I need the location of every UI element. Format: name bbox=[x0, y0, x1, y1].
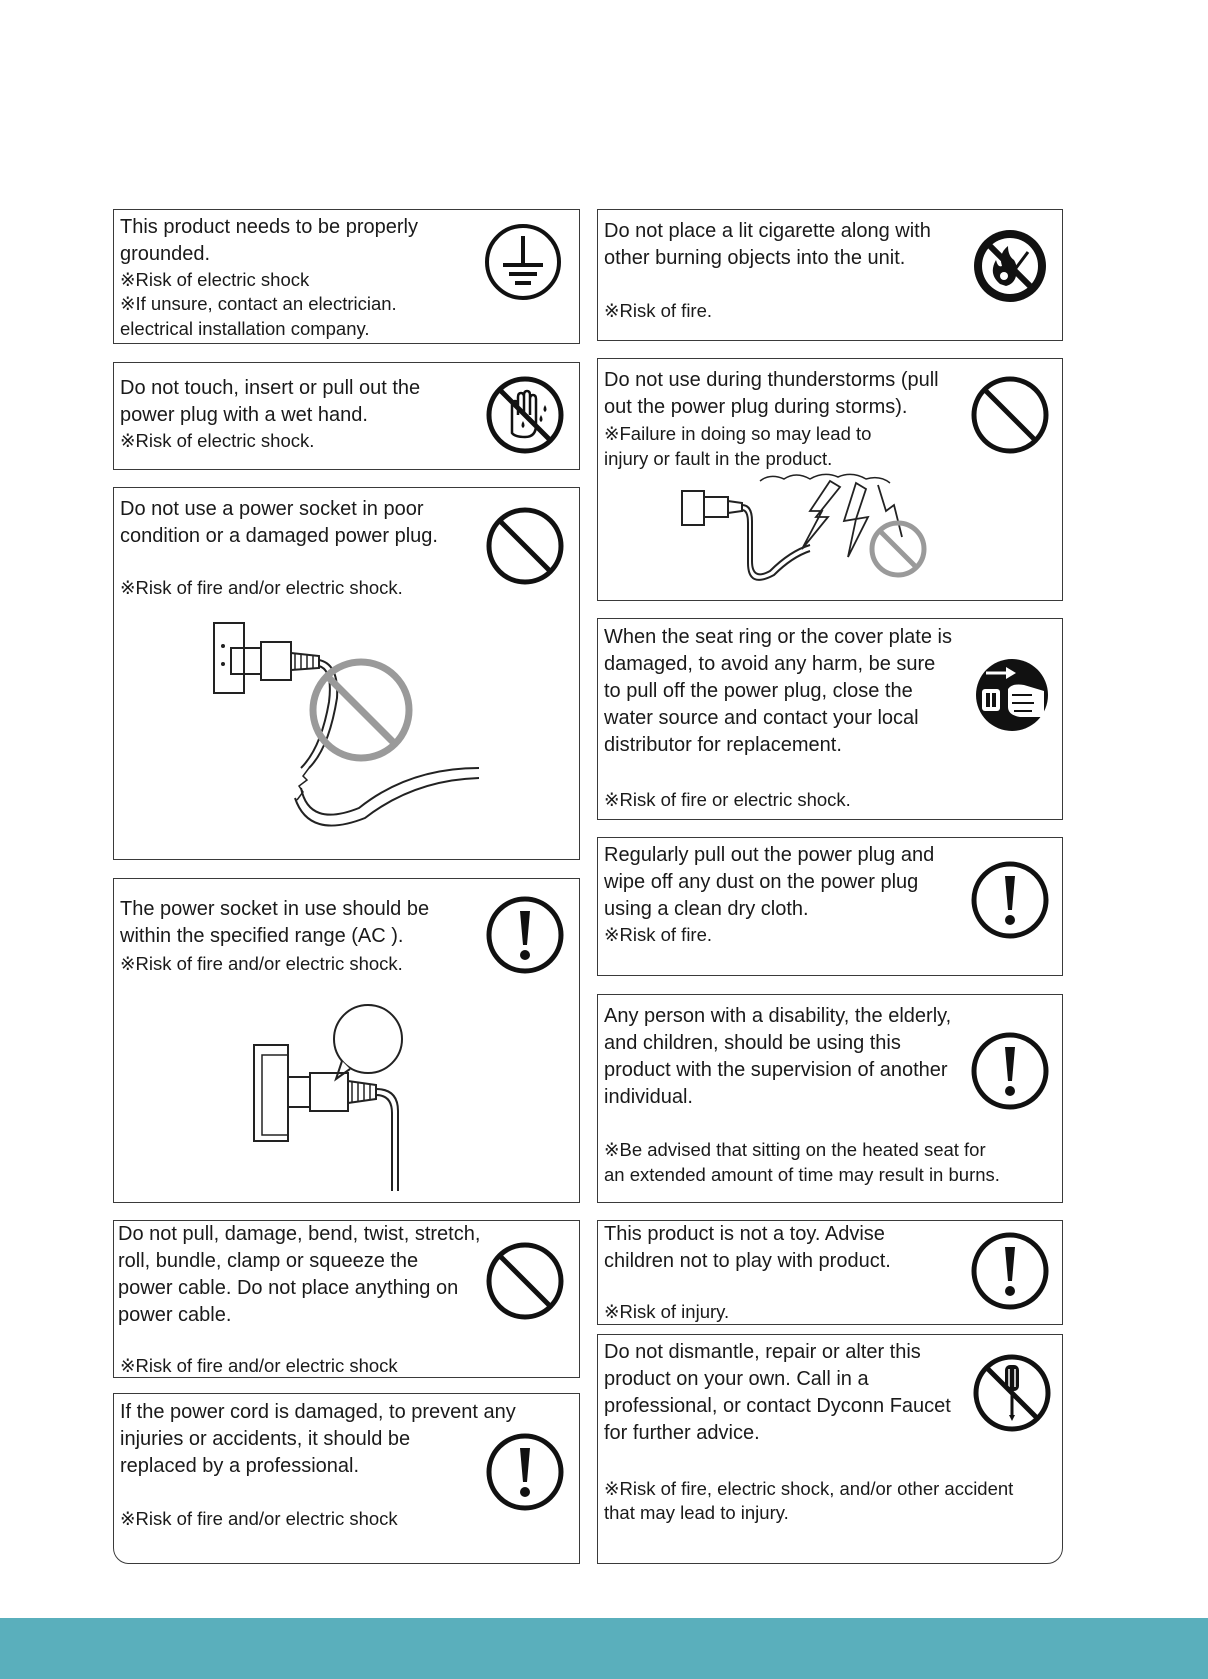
warning-card-power-cable bbox=[113, 1220, 580, 1378]
warning-note: ※If unsure, contact an electrician. electrical installation company. bbox=[120, 293, 397, 339]
mandatory-icon bbox=[970, 860, 1050, 940]
warning-note: ※Risk of electric shock. bbox=[120, 430, 315, 451]
warning-card-supervision bbox=[597, 994, 1063, 1203]
damaged-plug-illustration bbox=[209, 618, 489, 848]
warning-card-socket-range bbox=[113, 878, 580, 1203]
warning-note: ※Failure in doing so may lead to injury or fault in the product. bbox=[604, 423, 872, 469]
warning-note: ※Risk of fire or electric shock. bbox=[604, 789, 851, 810]
no-fire-icon bbox=[970, 226, 1050, 306]
warning-text: Do not touch, insert or pull out the power plug with a wet hand. bbox=[120, 377, 421, 426]
warning-text: Any person with a disability, the elderly, and children, should be using this product with the supervision of another individual. bbox=[604, 1005, 952, 1108]
warning-note: ※Be advised that sitting on the heated seat for an extended amount of time may result in burns. bbox=[604, 1139, 1000, 1185]
warning-card-wet-hand bbox=[113, 362, 580, 470]
no-disassembly-icon bbox=[972, 1353, 1052, 1433]
warning-card-dismantle bbox=[597, 1334, 1063, 1564]
mandatory-icon bbox=[970, 1031, 1050, 1111]
mandatory-icon bbox=[485, 895, 565, 975]
warning-note: ※Risk of fire and/or electric shock. bbox=[120, 953, 403, 974]
warning-text: Do not pull, damage, bend, twist, stretch, roll, bundle, clamp or squeeze the power cable. Do not place anything on power cable. bbox=[118, 1223, 481, 1326]
warning-text: Regularly pull out the power plug and wipe off any dust on the power plug using a clean dry cloth. bbox=[604, 844, 935, 920]
mandatory-icon bbox=[970, 1231, 1050, 1311]
warning-note: ※Risk of fire. bbox=[604, 300, 713, 321]
prohibited-icon bbox=[485, 1241, 565, 1321]
warning-note: ※Risk of fire and/or electric shock. bbox=[120, 577, 403, 598]
warning-note: ※Risk of fire and/or electric shock bbox=[120, 1355, 398, 1376]
warning-card-damaged-socket bbox=[113, 487, 580, 860]
warning-note: ※Risk of electric shock bbox=[120, 269, 310, 290]
warning-text: If the power cord is damaged, to prevent any injuries or accidents, it should be replaced by a professional. bbox=[120, 1401, 516, 1477]
socket-plug-illustration bbox=[252, 1001, 452, 1191]
mandatory-icon bbox=[485, 1432, 565, 1512]
unplug-icon bbox=[972, 655, 1052, 735]
thunderstorm-illustration bbox=[680, 471, 940, 596]
warning-card-seat-ring bbox=[597, 618, 1063, 820]
warning-note: ※Risk of fire. bbox=[604, 924, 713, 945]
warning-note: ※Risk of fire, electric shock, and/or other accident that may lead to injury. bbox=[604, 1478, 1014, 1523]
footer-bar bbox=[0, 1618, 1208, 1679]
ground-icon bbox=[483, 222, 563, 302]
warning-note: ※Risk of fire and/or electric shock bbox=[120, 1508, 398, 1529]
warning-text: Do not use during thunderstorms (pull out the power plug during storms). bbox=[604, 369, 939, 418]
warning-card-dust bbox=[597, 837, 1063, 976]
warning-card-damaged-cord bbox=[113, 1393, 580, 1564]
warning-text: When the seat ring or the cover plate is damaged, to avoid any harm, be sure to pull off the power plug, close the water source and contact your local distributor for replacement. bbox=[604, 626, 952, 756]
warning-card-not-a-toy bbox=[597, 1220, 1063, 1325]
no-wet-hand-icon bbox=[485, 375, 565, 455]
warning-text: The power socket in use should be within the specified range (AC ). bbox=[120, 898, 430, 947]
warning-card-thunderstorm bbox=[597, 358, 1063, 601]
warning-text: This product is not a toy. Advise children not to play with product. bbox=[604, 1223, 891, 1272]
warning-text: Do not use a power socket in poor condition or a damaged power plug. bbox=[120, 498, 438, 547]
prohibited-icon bbox=[485, 506, 565, 586]
warning-note: ※Risk of injury. bbox=[604, 1301, 730, 1322]
warning-card-cigarette bbox=[597, 209, 1063, 341]
warning-card-grounding bbox=[113, 209, 580, 344]
warning-text: Do not place a lit cigarette along with other burning objects into the unit. bbox=[604, 220, 931, 269]
warning-text: Do not dismantle, repair or alter this product on your own. Call in a professional, or contact Dyconn Faucet for further advice. bbox=[604, 1341, 951, 1444]
warning-text: This product needs to be properly grounded. bbox=[120, 216, 418, 265]
prohibited-icon bbox=[970, 375, 1050, 455]
